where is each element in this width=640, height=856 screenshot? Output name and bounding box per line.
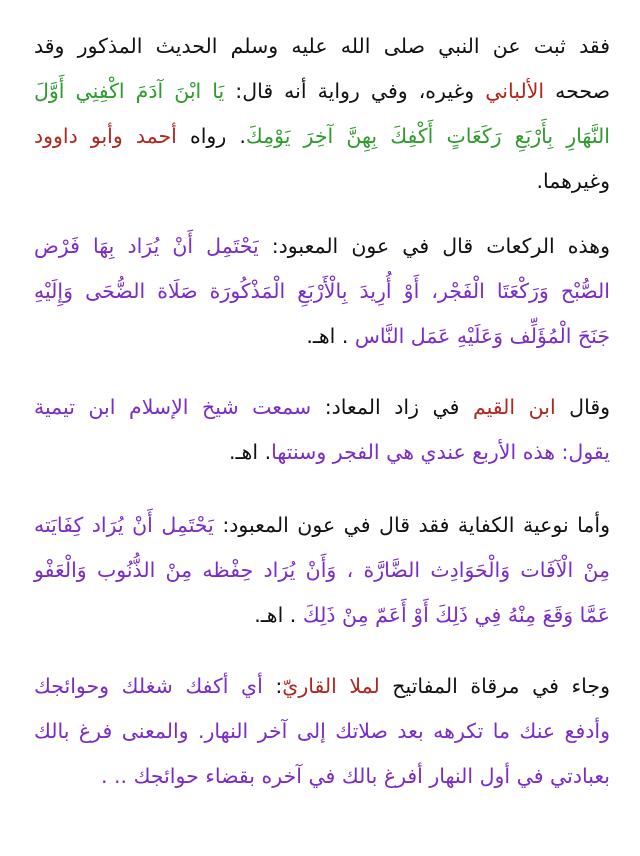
body-text: وقال	[555, 395, 611, 419]
quote-text: يَحْتَمِل أَنْ يُرَاد كِفَايَته	[34, 513, 214, 537]
quote-text: وأدفع عنك ما تكرهه بعد صلاتك إلى آخر النهار. والمعنى فرغ بالك	[34, 719, 610, 743]
scholar-name: الألباني	[485, 79, 545, 103]
paragraph-hadith	[34, 24, 610, 204]
hadith-text: النَّهَارِ بِأَرْبَعِ رَكَعَاتٍ أَكْفِكَ بِهِنَّ آخِرَ يَوْمِكَ	[245, 124, 610, 148]
paragraph-kifaya	[34, 503, 610, 638]
body-text: وهذه الركعات قال في عون المعبود:	[258, 234, 610, 258]
body-text: وجاء في مرقاة المفاتيح	[379, 674, 610, 698]
quote-text: بعبادتي في أول النهار أفرغ بالك في آخره بقضاء حوائجك .. .	[100, 764, 610, 788]
quote-text: أي أكفك شغلك وحوائجك	[34, 674, 263, 698]
quote-text: يَحْتَمِل أَنْ يُرَاد بِهَا فَرْض	[34, 234, 259, 258]
quote-text: مِنْ الْآفَات وَالْحَوَادِث الضَّارَّة ، وَأَنْ يُرَاد حِفْظه مِنْ الذُّنُوب وَالْعَفْو	[34, 558, 610, 582]
body-text: . اهـ.	[254, 603, 303, 627]
text-line	[34, 503, 610, 548]
text-line	[34, 385, 610, 430]
text-line	[34, 114, 610, 159]
text-line	[34, 593, 610, 638]
body-text: . اهـ.	[229, 440, 272, 464]
body-text: وغيرهما.	[536, 169, 610, 193]
body-text: :	[262, 674, 283, 698]
quote-text: عَمَّا وَقَعَ مِنْهُ فِي ذَلِكَ أَوْ أَعَمّ مِنْ ذَلِكَ	[302, 603, 610, 627]
quote-text: جَنَحَ الْمُؤَلِّف وَعَلَيْهِ عَمَل النَّاس	[354, 324, 610, 348]
text-line	[34, 664, 610, 709]
text-line	[34, 224, 610, 269]
text-line	[34, 314, 610, 359]
scholar-name: ابن القيم	[472, 395, 556, 419]
body-text: في زاد المعاد:	[311, 395, 473, 419]
text-line	[34, 754, 610, 799]
narrators-names: أحمد وأبو داوود	[34, 124, 177, 148]
text-line	[34, 269, 610, 314]
body-text: . رواه	[176, 124, 246, 148]
paragraph-ibn-al-qayyim	[34, 385, 610, 475]
quote-text: سمعت شيخ الإسلام ابن تيمية	[34, 395, 312, 419]
paragraph-mirqat	[34, 664, 610, 799]
quote-text: الصُّبْح وَرَكْعَتَا الْفَجْر، أَوْ أُرِيدَ بِالْأَرْبَعِ الْمَذْكُورَة صَلَاة الضُّحَى وَإِلَيْهِ	[34, 279, 610, 303]
text-line	[34, 709, 610, 754]
quote-text: يقول: هذه الأربع عندي هي الفجر وسنتها	[271, 440, 610, 464]
text-line	[34, 430, 610, 475]
text-line	[34, 24, 610, 69]
paragraph-awn-al-mabud	[34, 224, 610, 359]
text-line	[34, 159, 610, 204]
body-text: فقد ثبت عن النبي صلى الله عليه وسلم الحديث المذكور وقد	[34, 34, 610, 58]
text-line	[34, 69, 610, 114]
hadith-text: يَا ابْنَ آدَمَ اكْفِنِي أَوَّلَ	[34, 79, 225, 103]
body-text: صححه	[544, 79, 610, 103]
scholar-name: لملا القاريّ	[282, 674, 380, 698]
text-line	[34, 548, 610, 593]
body-text: وأما نوعية الكفاية فقد قال في عون المعبود:	[213, 513, 610, 537]
body-text: . اهـ.	[306, 324, 355, 348]
body-text: وغيره، وفي رواية أنه قال:	[224, 79, 486, 103]
